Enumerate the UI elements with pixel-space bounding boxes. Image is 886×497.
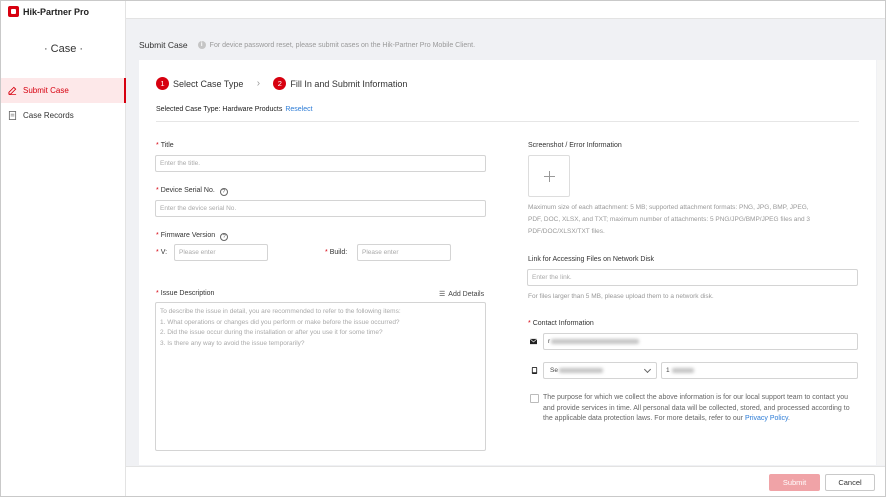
step-label: Select Case Type xyxy=(173,78,244,89)
form-card xyxy=(139,60,876,465)
firmware-v-input[interactable]: Please enter xyxy=(174,244,268,261)
sidebar-item-label: Case Records xyxy=(23,111,74,120)
sidebar-item-label: Submit Case xyxy=(23,86,69,95)
brand-name: Hik-Partner Pro xyxy=(23,6,90,17)
privacy-policy-link[interactable]: Privacy Policy xyxy=(744,415,788,422)
document-icon xyxy=(8,111,17,120)
phone-input[interactable] xyxy=(661,362,858,379)
page-hint-text: For device password reset, please submit cases on the Hik-Partner Pro Mobile Client. xyxy=(209,41,476,49)
redacted-text xyxy=(551,339,639,344)
brand xyxy=(8,6,89,17)
attachment-note: Maximum size of each attachment: 5 MB; supported attachment formats: PNG, JPG, BMP, JPEG, PDF, DOC, XLSX, and TXT; maximum number of attachments: 5 PNG/JPG/BMP/JPEG files and 3 PDF/DOC/XLSX/TXT files. xyxy=(528,204,811,235)
step-number: 2 xyxy=(273,77,286,90)
contact-label: * Contact Information xyxy=(528,320,594,327)
footer xyxy=(126,466,885,496)
chevron-down-icon xyxy=(644,366,651,373)
cancel-button[interactable]: Cancel xyxy=(825,474,875,491)
redacted-text xyxy=(559,368,603,373)
screenshot-label: Screenshot / Error Information xyxy=(528,142,622,149)
page-header xyxy=(139,40,475,50)
sidebar-item-submit-case[interactable] xyxy=(1,78,126,103)
step-indicator xyxy=(156,77,407,90)
step-1 xyxy=(156,77,243,90)
scrollbar[interactable] xyxy=(877,60,885,465)
chevron-right-icon: › xyxy=(256,78,261,89)
country-code-select[interactable] xyxy=(543,362,657,379)
issue-placeholder-line: 1. What operations or changes did you perform or make before the issue occurred? xyxy=(160,318,400,326)
top-bar xyxy=(126,1,885,19)
help-icon[interactable]: ? xyxy=(220,233,228,241)
mail-icon xyxy=(530,338,537,345)
link-note: For files larger than 5 MB, please upload them to a network disk. xyxy=(528,293,714,300)
reselect-link[interactable]: Reselect xyxy=(285,106,313,113)
phone-value: 1 xyxy=(666,367,670,374)
country-code-value: Se xyxy=(550,367,558,374)
email-value: r xyxy=(548,338,551,345)
page-title: Submit Case xyxy=(139,40,188,50)
help-icon[interactable]: ? xyxy=(220,188,228,196)
sidebar xyxy=(1,1,126,496)
list-icon: ☰ xyxy=(439,291,446,298)
selected-case-type-text: Selected Case Type: Hardware Products xyxy=(156,106,283,113)
firmware-label: * Firmware Version ? xyxy=(156,232,228,241)
link-input[interactable]: Enter the link. xyxy=(527,269,858,286)
link-label: Link for Accessing Files on Network Disk xyxy=(528,256,655,263)
issue-placeholder-line: To describe the issue in detail, you are recommended to refer to the following items: xyxy=(160,308,401,315)
step-label: Fill In and Submit Information xyxy=(290,78,408,89)
step-2 xyxy=(273,77,407,90)
title-label: * Title xyxy=(156,142,174,149)
phone-icon xyxy=(531,367,538,374)
serial-input[interactable]: Enter the device serial No. xyxy=(155,200,486,217)
sidebar-item-case-records[interactable] xyxy=(1,103,126,128)
firmware-v-label: * V: xyxy=(156,249,168,256)
selected-case-type xyxy=(156,106,313,113)
sidebar-nav xyxy=(1,78,126,128)
firmware-build-input[interactable]: Please enter xyxy=(357,244,451,261)
email-input[interactable] xyxy=(543,333,858,350)
issue-label: * Issue Description xyxy=(156,290,215,297)
info-icon: i xyxy=(198,41,206,49)
edit-icon xyxy=(8,86,17,95)
issue-textarea[interactable] xyxy=(155,302,486,451)
title-input[interactable]: Enter the title. xyxy=(155,155,486,172)
page-hint xyxy=(198,41,475,49)
sidebar-title: · Case · xyxy=(43,43,84,55)
step-number: 1 xyxy=(156,77,169,90)
divider xyxy=(156,121,859,122)
redacted-text xyxy=(672,368,694,373)
submit-button[interactable]: Submit xyxy=(769,474,820,491)
serial-label: * Device Serial No. ? xyxy=(156,187,228,196)
consent-checkbox[interactable] xyxy=(530,394,539,403)
issue-placeholder-line: 2. Did the issue occur during the installation or after you use it for some time? xyxy=(160,329,383,337)
upload-button[interactable] xyxy=(528,155,570,197)
add-details-label: Add Details xyxy=(448,290,485,298)
add-details-button[interactable] xyxy=(439,290,484,298)
consent-text: The purpose for which we collect the above information is for our local support team to contact you and provide services in time. All personal data will be collected, stored, and processed according to the applicable data protection laws. For more details, refer to our Privacy Policy. xyxy=(543,394,850,422)
issue-placeholder-line: 3. Is there any way to avoid the issue temporarily? xyxy=(160,339,305,347)
brand-logo-icon xyxy=(8,6,19,17)
firmware-build-label: * Build: xyxy=(325,249,348,256)
